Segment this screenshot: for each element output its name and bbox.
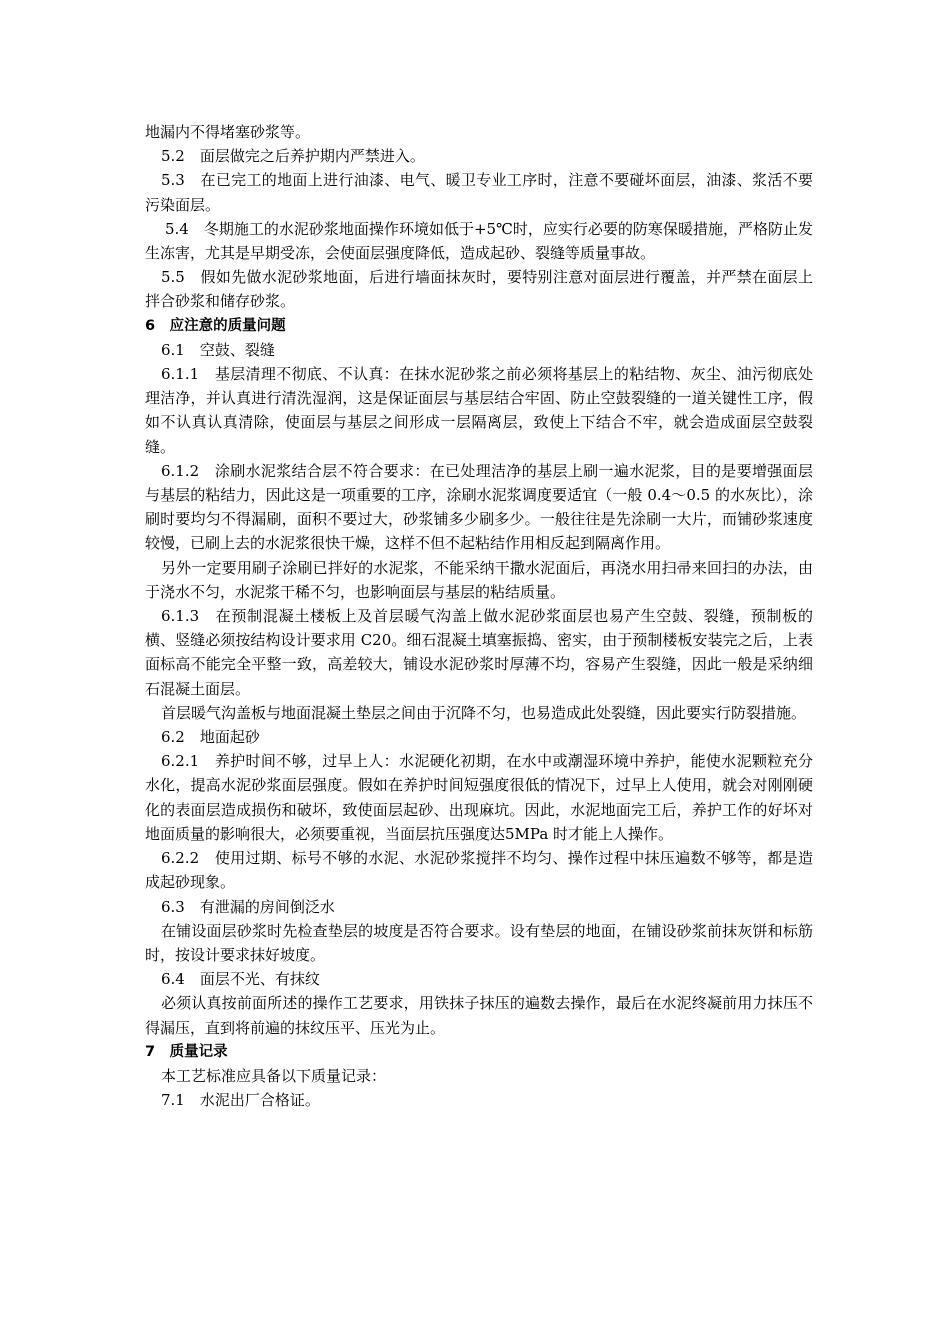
document-page — [145, 120, 813, 1112]
paragraph: 首层暖气沟盖板与地面混凝土垫层之间由于沉降不匀，也易造成此处裂缝，因此要实行防裂措施。 — [161, 703, 807, 722]
paragraph: 5.3 在已完工的地面上进行油漆、电气、暖卫专业工序时，注意不要碰坏面层，油漆、浆活不要污染面层。 — [145, 171, 813, 214]
subsection-heading: 6.1 空鼓、裂缝 — [161, 340, 275, 359]
paragraph: 5.4 冬期施工的水泥砂浆地面操作环境如低于+5℃时，应实行必要的防寒保暖措施，严格防止发生冻害，尤其是早期受冻，会使面层强度降低，造成起砂、裂缝等质量事故。 — [145, 219, 813, 263]
section-heading: 6 应注意的质量问题 — [145, 317, 286, 334]
paragraph: 6.2.1 养护时间不够，过早上人：水泥硬化初期，在水中或潮湿环境中养护，能使水泥颗粒充分水化，提高水泥砂浆面层强度。假如在养护时间短强度很低的情况下，过早上人使用，就会对刚刚硬化的表面层造成损伤和破坏，致使面层起砂、出现麻坑。因此，水泥地面完工后，养护工作的好坏对地面质量的影响很大，必须要重视，当面层抗压强度达5MPa 时才能上人操作。 — [145, 752, 813, 843]
paragraph: 5.2 面层做完之后养护期内严禁进入。 — [161, 147, 425, 166]
subsection-heading: 6.4 面层不光、有抹纹 — [161, 970, 320, 989]
paragraph: 5.5 假如先做水泥砂浆地面，后进行墙面抹灰时，要特别注意对面层进行覆盖，并严禁在面层上拌合砂浆和储存砂浆。 — [145, 268, 813, 311]
paragraph: 必须认真按前面所述的操作工艺要求，用铁抹子抹压的遍数去操作，最后在水泥终凝前用力抹压不得漏压，直到将前遍的抹纹压平、压光为止。 — [145, 994, 813, 1037]
paragraph: 6.1.3 在预制混凝土楼板上及首层暖气沟盖上做水泥砂浆面层也易产生空鼓、裂缝，预制板的横、竖缝必须按结构设计要求用 C20。细石混凝土填塞振捣、密实，由于预制楼板安装完之后，上表面标高不能完全平整一致，高差较大，铺设水泥砂浆时厚薄不均，容易产生裂缝，因此一般是采纳细石混凝土面层。 — [145, 607, 813, 698]
paragraph: 本工艺标准应具备以下质量记录： — [161, 1066, 387, 1085]
paragraph: 6.1.2 涂刷水泥浆结合层不符合要求：在已处理洁净的基层上刷一遍水泥浆，目的是要增强面层与基层的粘结力，因此这是一项重要的工序，涂刷水泥浆调度要适宜（一般 0.4～0.5 的水灰比），涂刷时要均匀不得漏刷，面积不要过大，砂浆铺多少刷多少。一般往往是先涂刷一大片，而铺砂浆速度较慢，已刷上去的水泥浆很快干燥，这样不但不起粘结作用相反起到隔离作用。 — [145, 461, 813, 553]
paragraph: 在铺设面层砂浆时先检查垫层的坡度是否符合要求。设有垫层的地面，在铺设砂浆前抹灰饼和标筋时，按设计要求抹好坡度。 — [145, 921, 813, 964]
subsection-heading: 6.3 有泄漏的房间倒泛水 — [161, 897, 335, 916]
paragraph: 7.1 水泥出厂合格证。 — [161, 1091, 320, 1110]
paragraph: 6.1.1 基层清理不彻底、不认真：在抹水泥砂浆之前必须将基层上的粘结物、灰尘、油污彻底处理洁净，并认真进行清洗湿润，这是保证面层与基层结合牢固、防止空鼓裂缝的一道关键性工序，假如不认真认真清除，使面层与基层之间形成一层隔离层，致使上下结合不牢，就会造成面层空鼓裂缝。 — [145, 365, 813, 456]
section-heading: 7 质量记录 — [145, 1043, 228, 1060]
paragraph: 6.2.2 使用过期、标号不够的水泥、水泥砂浆搅拌不均匀、操作过程中抹压遍数不够等，都是造成起砂现象。 — [145, 849, 813, 892]
subsection-heading: 6.2 地面起砂 — [161, 728, 260, 747]
paragraph: 另外一定要用刷子涂刷已拌好的水泥浆，不能采纳干撒水泥面后，再浇水用扫帚来回扫的办法，由于浇水不匀，水泥浆干稀不匀，也影响面层与基层的粘结质量。 — [145, 558, 813, 601]
paragraph: 地漏内不得堵塞砂浆等。 — [145, 123, 311, 141]
